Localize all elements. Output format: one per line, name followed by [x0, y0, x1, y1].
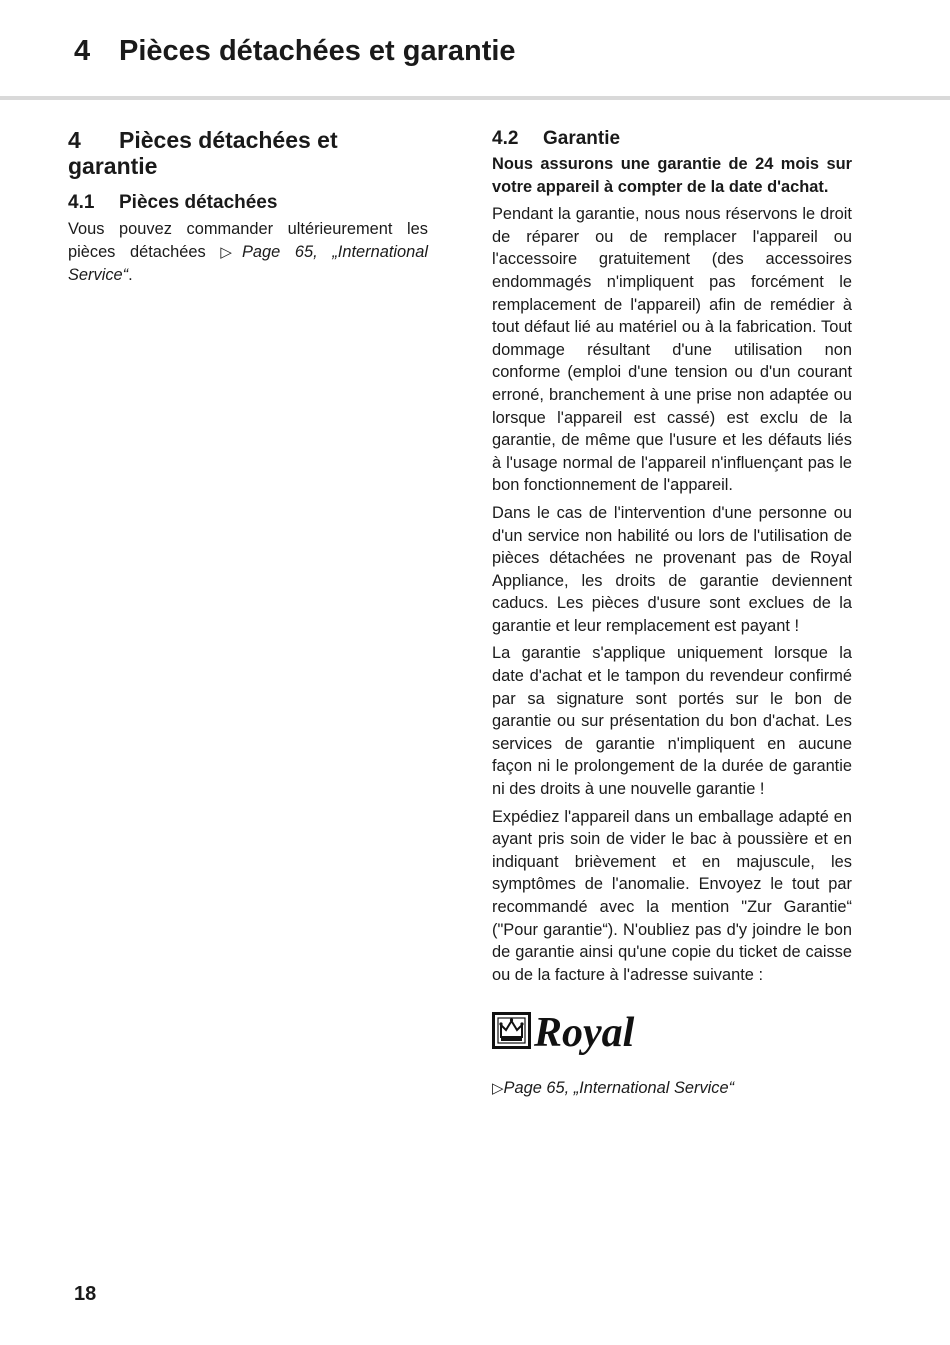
- spare-parts-text: Vous pouvez commander ultérieurement les pièces détachées: [68, 220, 428, 261]
- warranty-lead: Nous assurons une garantie de 24 mois sur votre appareil à compter de la date d'achat.: [492, 155, 852, 196]
- triangle-right-icon: ▷: [220, 243, 242, 261]
- warranty-paragraph-2: Dans le cas de l'intervention d'une personne ou d'un service non habilité ou lors de l'utilisation de pièces détachées ne provenant pas de Royal Appliance, les droits de garantie deviennent caducs. Les pièces d'usure sont exclues de la garantie et leur remplacement est payant !: [492, 503, 852, 635]
- subsection-title-text: Pièces détachées: [119, 192, 278, 213]
- warranty-paragraph-3: La garantie s'applique uniquement lorsque la date d'achat et le tampon du revendeur confirmé par sa signature sont portés sur le bon de garantie ou sur présentation du bon d'achat. Les services de garantie n'impliquent en aucune façon ni le prolongement de la durée de garantie ni des droits à une nouvelle garantie !: [492, 644, 852, 799]
- page-number: 18: [74, 1283, 97, 1305]
- royal-logo: [492, 1010, 710, 1056]
- subsection-number: 4.2: [492, 128, 519, 149]
- spare-parts-paragraph: [68, 218, 428, 287]
- international-service-reference: [492, 1077, 852, 1100]
- section-number: 4: [68, 127, 81, 153]
- page-reference-link[interactable]: Page 65, „International Service“: [503, 1079, 735, 1098]
- section-title-line2: garantie: [68, 153, 158, 179]
- section-title-line1: Pièces détachées et: [119, 127, 338, 153]
- logo-wordmark: Royal: [534, 1010, 635, 1057]
- chapter-title: [74, 35, 516, 68]
- crown-icon: [501, 1021, 522, 1037]
- right-column: [492, 127, 852, 1100]
- subsection-number: 4.1: [68, 192, 95, 213]
- warranty-paragraph-4: Expédiez l'appareil dans un emballage adapté en ayant pris soin de vider le bac à poussière et en indiquant brièvement et en majuscule, les symptômes de l'anomalie. Envoyez le tout par recommandé avec la mention "Zur Garantie“ ("Pour garantie“). N'oubliez pas d'y joindre le bon de garantie ainsi qu'une copie du ticket de caisse ou de la facture à l'adresse suivante :: [492, 807, 852, 984]
- subsection-title-warranty: [492, 127, 852, 151]
- triangle-right-icon: ▷: [492, 1080, 504, 1098]
- subsection-title-text: Garantie: [543, 128, 621, 149]
- warranty-paragraph-1: Pendant la garantie, nous nous réservons le droit de réparer ou de remplacer l'appareil ou l'accessoire gratuitement (des accessoires endommagés n'impliquent pas forcément le remplacement de l'appareil) afin de remédier à tout défaut lié au matériel ou à la fabrication. Tout dommage résultant d'une utilisation non conforme (emploi d'une tension ou d'un courant erroné, branchement à une prise non adaptée ou lorsque l'appareil est cassé) est exclu de la garantie, de même que l'usure et les défauts liés à l'usage normal de l'appareil n'influençant pas le bon fonctionnement de l'appareil.: [492, 205, 852, 495]
- section-title: [68, 127, 428, 179]
- chapter-number: 4: [74, 35, 91, 67]
- subsection-title-spare-parts: [68, 191, 428, 215]
- chapter-title-text: Pièces détachées et garantie: [119, 35, 516, 67]
- page-header: [0, 0, 950, 100]
- paragraph-end: .: [128, 266, 133, 285]
- left-column: [68, 127, 428, 287]
- page-reference-link[interactable]: Page 65, „International Service“: [68, 242, 428, 285]
